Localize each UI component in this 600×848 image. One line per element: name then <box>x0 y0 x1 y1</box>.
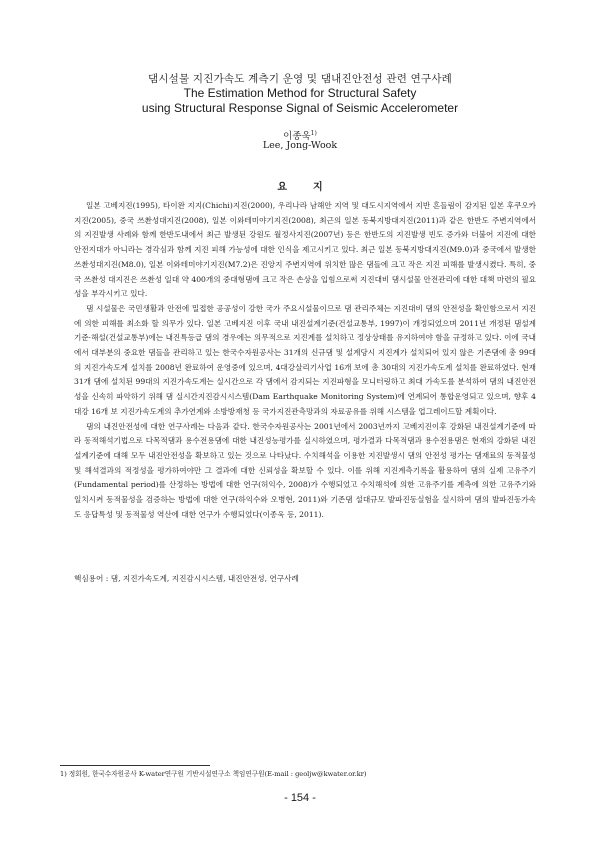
page-number: - 154 - <box>284 792 316 804</box>
title-english <box>0 86 600 116</box>
abstract-paragraph-2: 댐 시설물은 국민생활과 안전에 밀접한 공공성이 강한 국가 주요시설물이므로 댐 관리주체는 지진대비 댐의 안전성을 확인함으로서 지진에 의한 피해를 최소화 할 의무가 있다. 일본 고베지진 이후 국내 내진설계기준(건설교통부, 1997)이 개정되었으며 2011년 개정된 댐설계기준·해설(건설교통부)에는 내진특등급 댐의 경우에는 의무적으로 지진계를 설치하고 정상상태를 유지하여야 함을 규정하고 있다. 이에 국내에서 대부분의 중요한 댐들을 관리하고 있는 한국수자원공사는 31개의 신규댐 및 설계당시 지진계가 설치되어 있지 않은 기존댐에 총 99대의 지진가속도계 설치를 2008년 완료하여 운영중에 있으며, 4대강살리기사업 16개 보에 총 30대의 지진가속도계 설치를 완료하였다. 현재 31개 댐에 설치된 99대의 지진가속도계는 실시간으로 각 댐에서 감지되는 지진파형을 모니터링하고 최대 가속도를 분석하여 댐의 내진안전성을 신속히 파악하기 위해 댐 실시간지진감시시스템(Dam Earthquake Monitoring System)에 연계되어 통합운영되고 있으며, 향후 4대강 16개 보 지진가속도계의 추가연계와 소방방재청 등 국가지진관측망과의 자료공유를 위해 시스템을 업그레이드할 계획이다. <box>74 303 536 416</box>
footnote-divider <box>60 765 210 766</box>
author-footnote-mark: 1) <box>310 129 317 137</box>
footnote: 1) 정회원, 한국수자원공사 K-water연구원 기반시설연구소 책임연구원(E-mail : geoljw@kwater.or.kr) <box>60 770 367 778</box>
title-english-line-1: The Estimation Method for Structural Safety <box>183 86 417 100</box>
title-korean: 댐시설물 지진가속도 계측기 운영 및 댐내진안전성 관련 연구사례 <box>147 73 453 85</box>
abstract-heading: 요지 <box>277 182 349 193</box>
keywords: 핵심용어 : 댐, 지진가속도계, 지진감시시스템, 내진안전성, 연구사례 <box>74 574 299 583</box>
abstract-paragraph-3: 댐의 내진안전성에 대한 연구사례는 다음과 같다. 한국수자원공사는 2001년에서 2003년까지 고베지진이후 강화된 내진설계기준에 따라 동적해석기법으로 다목적댐과 용수전용댐에 대한 내진성능평가를 실시하였으며, 평가결과 다목적댐과 용수전용댐은 현재의 강화된 내진설계기준에 대해 모두 내진안전성을 확보하고 있는 것으로 나타났다. 수치해석을 이용한 지진발생시 댐의 안전성 평가는 댐재료의 동적물성 및 해석결과의 적정성을 평가하여야만 그 결과에 대한 신뢰성을 확보할 수 있다. 이를 위해 지진계측기록을 활용하여 댐의 실제 고유주기(Fundamental period)를 산정하는 방법에 대한 연구(허익수, 2008)가 수행되었고 수치해석에 의한 고유주기를 계측에 의한 고유주기와 일치시켜 동적물성을 검증하는 방법에 대한 연구(하익수와 오병현, 2011)와 기존댐 설대규모 발파진동실험을 실시하여 댐의 발파진동가속도 응답특성 및 동적물성 역산에 대한 연구가 수행되었다(이종욱 등, 2011). <box>74 421 536 519</box>
abstract-paragraph-1: 일본 고베지진(1995), 타이완 지지(Chichi)지진(2000), 우리나라 남해안 지역 및 대도시지역에서 지반 흔들림이 감지된 일본 후쿠오카지진(2005), 중국 쓰촨성대지진(2008), 일본 이와테미야기지진(2008), 최근의 일본 동북지방대지진(2011)과 같은 한반도 주변지역에서의 지진발생 사례와 함께 한반도내에서 최근 발생된 강원도 월정사지진(2007년) 등은 한반도의 지진발생 빈도 증가와 더불어 지진에 대한 안전지대가 아니라는 경각심과 함께 지진 피해 가능성에 대한 인식을 제고시키고 있다. 최근 일본 동북지방대지진(M9.0)과 중국에서 발생한 쓰촨성대지진(M8.0), 일본 이와테미야기지진(M7.2)은 진앙지 주변지역에 위치한 많은 댐들에 크고 작은 지진 피해를 발생시켰다. 특히, 중국 쓰촨성 대지진은 쓰촨성 일대 약 400개의 중대형댐에 크고 작은 손상을 입힘으로써 지진대비 댐시설물 안전관리에 대한 대책 마련의 필요성을 부각시키고 있다. <box>74 201 536 299</box>
title-english-line-2: using Structural Response Signal of Seismic Accelerometer <box>141 101 459 115</box>
author-english: Lee, Jong-Wook <box>262 140 338 151</box>
abstract-body <box>74 199 536 522</box>
author-korean-name: 이종욱 <box>283 131 311 142</box>
